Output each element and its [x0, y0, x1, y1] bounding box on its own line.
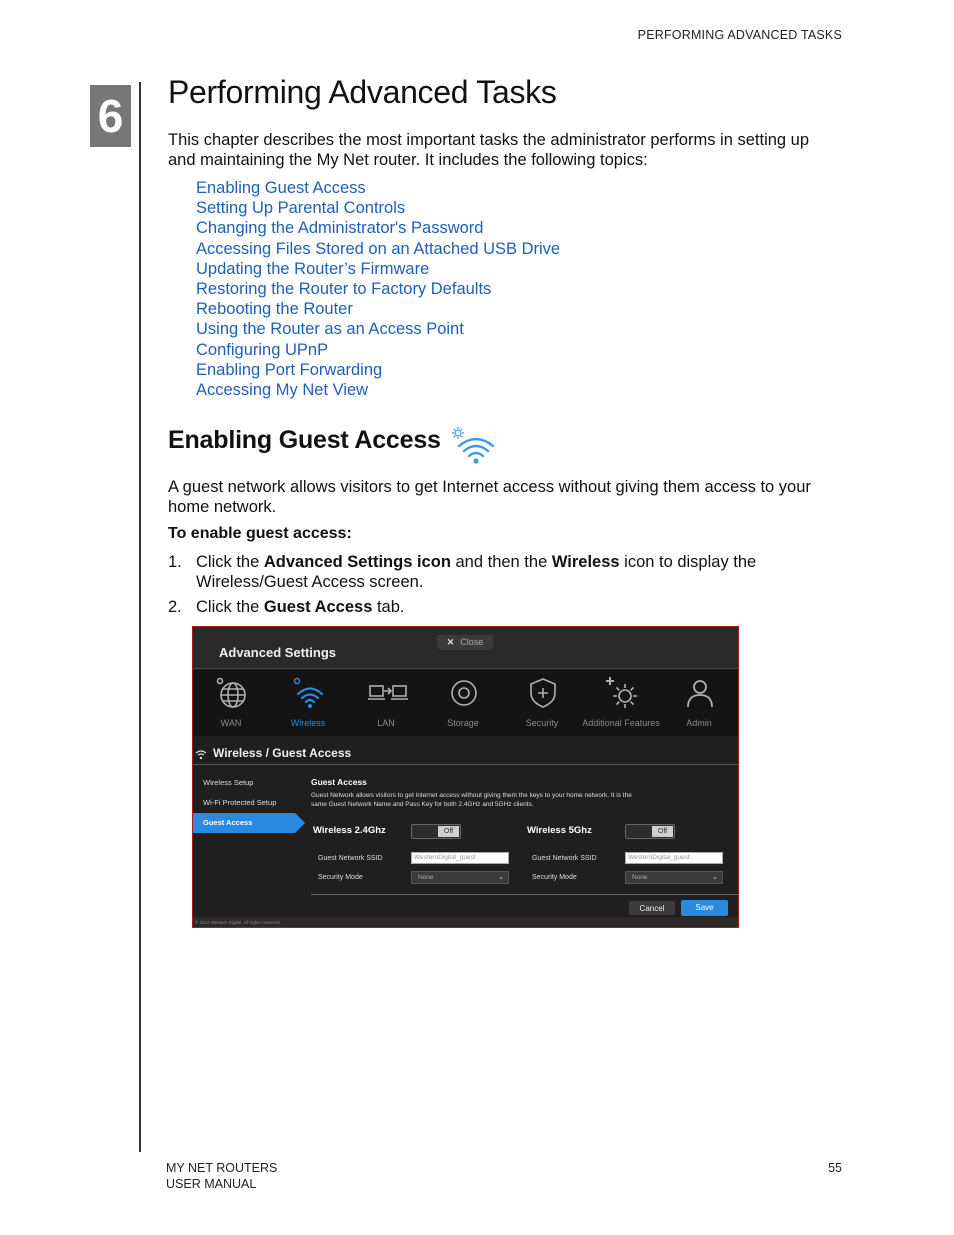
select-value: None [418, 874, 434, 881]
shield-icon [526, 676, 560, 710]
nav-label: Additional Features [582, 718, 660, 728]
page-number: 55 [828, 1161, 842, 1175]
chevron-down-icon: ⌄ [498, 874, 504, 881]
footer-manual-name [166, 1161, 277, 1192]
band-24-toggle[interactable] [411, 824, 461, 839]
topic-list [196, 178, 560, 400]
storage-icon [447, 676, 481, 710]
ui-sidebar [193, 773, 305, 833]
nav-label: Admin [686, 718, 712, 728]
form-divider [311, 894, 739, 895]
step-emphasis: Guest Access [263, 598, 373, 616]
select-value: None [632, 874, 648, 881]
nav-wan[interactable] [201, 670, 261, 736]
step-text: tab. [372, 598, 405, 616]
step-text: Click the [196, 553, 264, 571]
sidebar-item-wireless-setup[interactable]: Wireless Setup [203, 778, 254, 787]
step-emphasis: Wireless [551, 553, 620, 571]
guest-access-title: Guest Access [311, 777, 367, 787]
topic-link[interactable]: Rebooting the Router [196, 300, 353, 319]
band-5-security-select[interactable] [625, 871, 723, 884]
band-5-title: Wireless 5Ghz [527, 825, 592, 836]
step-text: icon to display the Wireless/Guest Access screen. [196, 553, 757, 591]
nav-admin[interactable] [669, 670, 729, 736]
topic-link[interactable]: Enabling Guest Access [196, 179, 366, 197]
topic-link[interactable]: Accessing Files Stored on an Attached USB Drive [196, 239, 561, 258]
ui-app-title: Advanced Settings [219, 645, 337, 660]
guest-access-description: Guest Network allows visitors to get internet access without giving them the keys to your home network. It is the same Guest Network Name and Pass Key for both 2.4GHz and 5GHz clients. [311, 792, 632, 808]
topic-link[interactable]: Accessing My Net View [196, 381, 369, 400]
ui-close-button[interactable] [437, 635, 493, 650]
step-emphasis: Advanced Settings icon [263, 553, 451, 571]
step-list [168, 552, 808, 622]
nav-label: Wireless [290, 718, 326, 728]
band-24-security-select[interactable] [411, 871, 509, 884]
gear-plus-icon [605, 676, 639, 710]
band-24-title: Wireless 2.4Ghz [313, 825, 386, 836]
chapter-number-tab: 6 [90, 85, 131, 147]
step-item [168, 597, 808, 617]
sidebar-item-wifi-protected-setup[interactable]: Wi-Fi Protected Setup [203, 798, 277, 807]
ui-breadcrumb [193, 744, 738, 766]
step-number: 2. [168, 598, 182, 616]
save-button[interactable]: Save [681, 900, 728, 916]
margin-rule [139, 82, 141, 1152]
footer-line: MY NET ROUTERS [166, 1161, 278, 1175]
step-item [168, 552, 808, 592]
ui-copyright: © 2012 Western Digital. All rights reserved. [193, 917, 738, 928]
chapter-intro: This chapter describes the most important tasks the administrator performs in setting up and maintaining the My Net router. It includes the following topics: [168, 131, 810, 169]
topic-link[interactable]: Configuring UPnP [196, 340, 329, 359]
wifi-icon [292, 676, 326, 710]
section-title: Enabling Guest Access [168, 426, 441, 454]
topic-link[interactable]: Restoring the Router to Factory Defaults [196, 280, 492, 299]
nav-additional-features[interactable] [582, 670, 660, 736]
user-icon [683, 676, 717, 710]
chevron-down-icon: ⌄ [712, 874, 718, 881]
footer-line: USER MANUAL [166, 1176, 257, 1191]
chapter-title: Performing Advanced Tasks [168, 74, 557, 110]
band-24-ssid-label: Guest Network SSID [318, 855, 383, 862]
nav-label: Security [525, 718, 559, 728]
step-number: 1. [168, 553, 182, 571]
section-paragraph: A guest network allows visitors to get Internet access without giving them access to your home network. [168, 478, 811, 516]
ui-topbar [193, 627, 738, 669]
band-24-security-label: Security Mode [318, 874, 363, 881]
wifi-icon [195, 748, 207, 760]
nav-storage[interactable] [433, 670, 493, 736]
running-header: PERFORMING ADVANCED TASKS [637, 28, 842, 42]
band-5-ssid-label: Guest Network SSID [532, 855, 597, 862]
nav-label: LAN [377, 718, 395, 728]
topic-link[interactable]: Setting Up Parental Controls [196, 199, 406, 218]
topic-link[interactable]: Changing the Administrator's Password [196, 219, 484, 238]
topic-link[interactable]: Enabling Port Forwarding [196, 360, 383, 379]
breadcrumb-text: Wireless / Guest Access [213, 746, 352, 760]
wireless-settings-icon [450, 424, 494, 466]
sidebar-item-guest-access[interactable]: Guest Access [193, 813, 295, 833]
close-icon: ✕ [446, 637, 455, 647]
ui-icon-bar [193, 670, 738, 736]
band-5-toggle[interactable] [625, 824, 675, 839]
step-text: and then the [450, 553, 552, 571]
router-ui-screenshot [192, 626, 739, 928]
nav-label: WAN [220, 718, 242, 728]
lan-icon [364, 676, 408, 710]
nav-label: Storage [447, 718, 479, 728]
nav-wireless[interactable] [278, 670, 338, 736]
procedure-heading: To enable guest access: [168, 525, 352, 542]
band-5-security-label: Security Mode [532, 874, 577, 881]
topic-link[interactable]: Using the Router as an Access Point [196, 320, 464, 339]
cancel-button[interactable]: Cancel [628, 900, 676, 916]
band-5-ssid-input[interactable]: WesternDigital_guest [625, 852, 723, 864]
nav-lan[interactable] [356, 670, 416, 736]
band-24-ssid-input[interactable]: WesternDigital_guest [411, 852, 509, 864]
toggle-state: Off [652, 826, 673, 837]
nav-security[interactable] [512, 670, 572, 736]
step-text: Click the [196, 598, 264, 616]
topic-link[interactable]: Updating the Router’s Firmware [196, 259, 430, 278]
toggle-state: Off [438, 826, 459, 837]
ui-divider [193, 764, 738, 765]
close-label: Close [460, 637, 484, 647]
globe-icon [215, 676, 249, 710]
